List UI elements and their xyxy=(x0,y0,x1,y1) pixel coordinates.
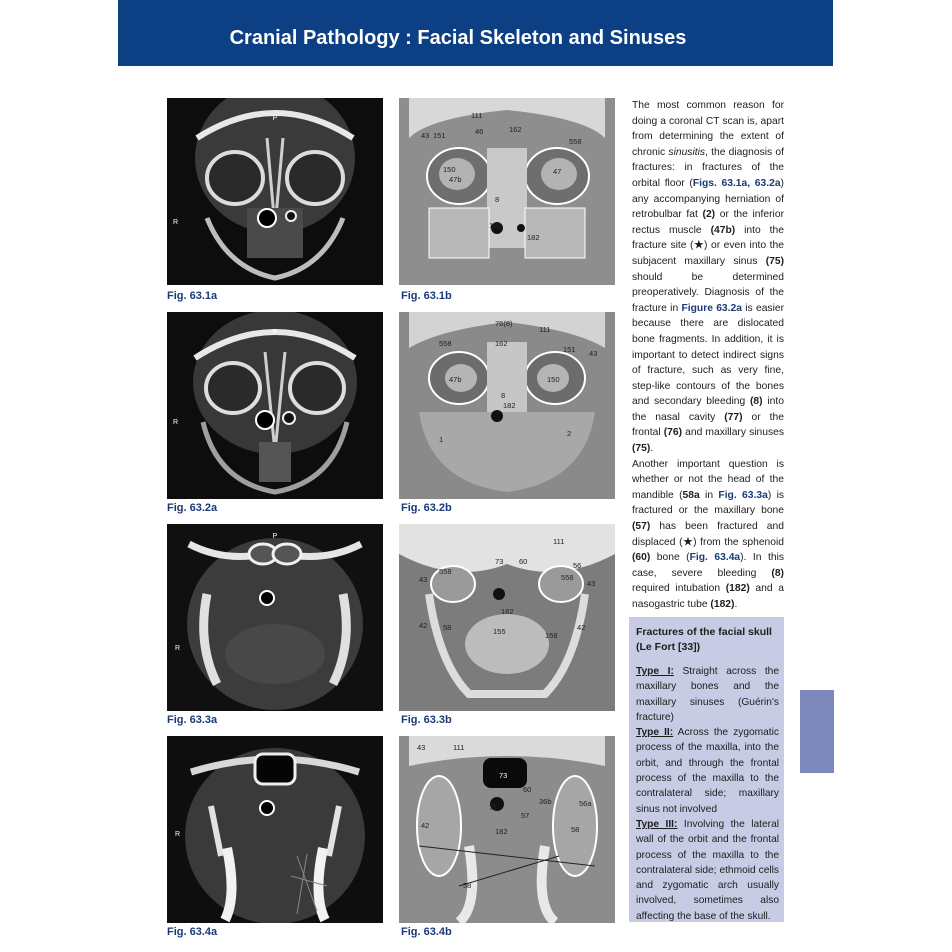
diagram-label: 58 xyxy=(463,881,472,890)
figure-reference[interactable]: Fig. 63.4a xyxy=(689,552,741,564)
diagram-label: 76(8) xyxy=(495,319,513,328)
diagram-label: 43 xyxy=(417,743,426,752)
figure-63-1b xyxy=(399,98,615,285)
diagram-label: 60 xyxy=(523,785,532,794)
diagram-label: 111 xyxy=(453,743,465,752)
diagram-label: 150 xyxy=(443,165,456,174)
figure-63-4b xyxy=(399,736,615,923)
diagram-label: 56a xyxy=(579,799,592,808)
diagram-label: 47b xyxy=(449,375,462,384)
diagram-label: 42 xyxy=(421,821,430,830)
figure-63-1a xyxy=(167,98,383,285)
figure-63-2a xyxy=(167,312,383,499)
ct-label-r: R xyxy=(175,645,181,652)
figure-63-3a xyxy=(167,524,383,711)
diagram-label: 155 xyxy=(493,627,506,636)
diagram-label: 58 xyxy=(443,623,452,632)
diagram-label: 47b xyxy=(449,175,462,184)
diagram-label: 182 xyxy=(495,827,508,836)
figure-reference[interactable]: Figs. 63.1a, 63.2a xyxy=(692,177,781,189)
diagram-label: 162 xyxy=(509,125,522,134)
diagram-label: 42 xyxy=(577,623,586,632)
diagram-label: 46 xyxy=(475,127,484,136)
diagram-label: 558 xyxy=(569,137,582,146)
figure-caption: Fig. 63.4a xyxy=(167,926,218,938)
diagram-label: 73 xyxy=(499,771,508,780)
page-number: 63 xyxy=(915,25,938,47)
paragraph-1: The most common reason for doing a coronal CT scan is, apart from determining the extent of chronic sinusitis, the diagnosis of fractures: in fractures of the orbital floor (Figs. 63.1a, 63.2a) any accompanying herniation of retrobulbar fat (2) or the inferior rectus muscle (47b) into the fracture site (★) or even into the subjacent maxillary sinus (75) should be determined preoperatively. Diagnosis of the fracture in Figure 63.2a is easier because there are dislocated bone fragments. In addition, it is important to detect indirect signs of fracture, such as very fine, step-like contours of the bones and secondary bleeding (8) into the nasal cavity (77) or the frontal (76) and maxillary sinuses (75). xyxy=(632,100,785,455)
figure-caption: Fig. 63.3b xyxy=(401,714,452,726)
diagram-label: 58 xyxy=(571,825,580,834)
diagram-label: 36b xyxy=(539,797,552,806)
diagram-label: 8 xyxy=(501,391,506,400)
diagram-label: 60 xyxy=(519,557,528,566)
ct-label-p: P xyxy=(272,329,278,336)
diagram-label: 111 xyxy=(539,325,551,334)
ct-label-r: R xyxy=(173,219,179,226)
diagram-label: 111 xyxy=(471,111,483,120)
diagram-label: 43 xyxy=(421,131,430,140)
diagram-label: 558 xyxy=(561,573,574,582)
fracture-type-1: Type I: Straight across the maxillary bones and the maxillary sinuses (Guérin's fracture) xyxy=(636,666,779,723)
figure-caption: Fig. 63.1a xyxy=(167,290,218,302)
diagram-label: 47 xyxy=(553,167,562,176)
diagram-label: 56 xyxy=(573,561,582,570)
diagram-label: 158 xyxy=(545,631,558,640)
ct-label-p: P xyxy=(272,115,278,122)
fracture-type-3: Type III: Involving the lateral wall of the orbit and the frontal process of the maxilla to the contralateral side; ethmoid cells and zygomatic arch usually involved, sometimes also affecting the base of the skull. xyxy=(636,818,779,922)
diagram-label: 43 xyxy=(419,575,428,584)
diagram-label: 182 xyxy=(503,401,516,410)
diagram-label: 558 xyxy=(439,567,452,576)
star-icon: ★ xyxy=(682,536,694,548)
chapter-title: Cranial Pathology : Facial Skeleton and Sinuses xyxy=(229,27,687,49)
diagram-label: 42 xyxy=(419,621,428,630)
figure-caption: Fig. 63.2a xyxy=(167,502,218,514)
diagram-label: 73 xyxy=(495,557,504,566)
fracture-type-2: Type II: Across the zygomatic process of the maxilla, into the orbit, and through the frontal process of the maxilla to the contralateral side; maxillary sinus not involved xyxy=(636,727,779,815)
diagram-label: 2 xyxy=(567,429,572,438)
diagram-label: 151 xyxy=(433,131,446,140)
info-box-title: Fractures of the facial skull (Le Fort [33]) xyxy=(636,626,772,653)
figure-caption: Fig. 63.3a xyxy=(167,714,218,726)
diagram-label: 77 xyxy=(489,803,498,812)
star-icon: ★ xyxy=(693,240,705,252)
diagram-label: 162 xyxy=(495,339,508,348)
figure-caption: Fig. 63.2b xyxy=(401,502,452,514)
diagram-label: 182 xyxy=(527,233,540,242)
diagram-label: 111 xyxy=(553,537,565,546)
figure-63-3b xyxy=(399,524,615,711)
figure-63-4a xyxy=(167,736,383,923)
figure-reference[interactable]: Fig. 63.3a xyxy=(718,489,768,501)
diagram-label: 43 xyxy=(589,349,598,358)
info-box-text xyxy=(636,664,779,924)
body-text xyxy=(632,98,784,613)
ct-label-r: R xyxy=(173,419,179,426)
diagram-label: 558 xyxy=(439,339,452,348)
diagram-label: 182 xyxy=(489,221,502,230)
paragraph-2: Another important question is whether or not the head of the mandible (58a in Fig. 63.3a) is fractured or the maxillary bone (57) has been fractured and displaced (★) from the sphenoid (60) bone (Fig. 63.4a). In this case, severe bleeding (8) required intubation (182) and a nasogastric tube (182). xyxy=(632,458,785,610)
diagram-label: 1 xyxy=(439,435,444,444)
figure-reference[interactable]: Figure 63.2a xyxy=(681,302,742,314)
ct-label-r: R xyxy=(175,831,181,838)
diagram-label: 57 xyxy=(521,811,530,820)
diagram-label: 182 xyxy=(501,607,514,616)
figure-caption: Fig. 63.1b xyxy=(401,290,452,302)
diagram-label: 151 xyxy=(563,345,576,354)
ct-label-p: P xyxy=(272,533,278,540)
chapter-side-tab[interactable] xyxy=(800,690,834,773)
diagram-label: 43 xyxy=(587,579,596,588)
diagram-label: 150 xyxy=(547,375,560,384)
figure-caption: Fig. 63.4b xyxy=(401,926,452,938)
diagram-label: 8 xyxy=(495,195,500,204)
figure-63-2b xyxy=(399,312,615,499)
